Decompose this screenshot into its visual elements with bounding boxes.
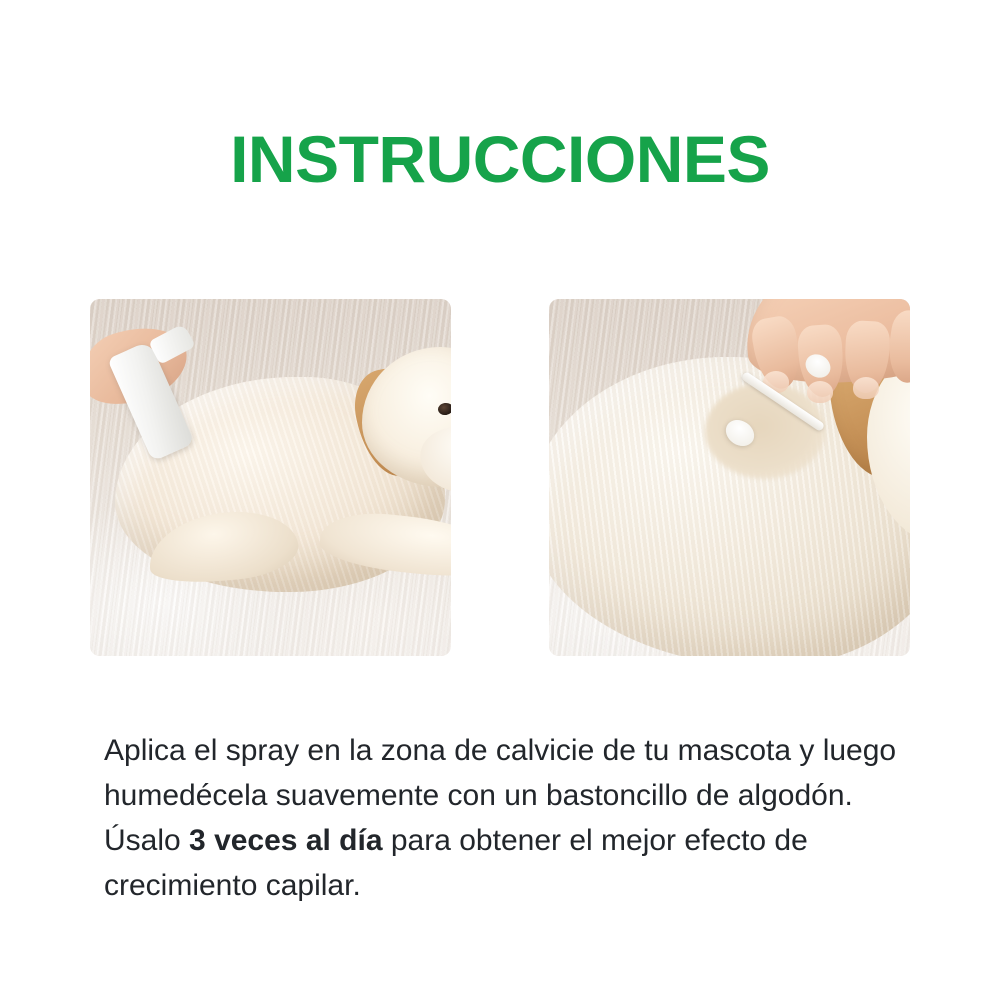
caption-text-part-2: para obtener el mejor efecto de crecimiento capilar. xyxy=(104,824,808,902)
caption-text-part-1: Aplica el spray en la zona de calvicie de tu mascota y luego humedécela suavemente con un bastoncillo de algodón. Úsalo xyxy=(104,734,897,857)
caption-highlight: 3 veces al día xyxy=(189,824,383,857)
instruction-photos xyxy=(50,283,950,640)
page-title: INSTRUCCIONES xyxy=(230,122,770,197)
photo-spray-application xyxy=(90,299,451,656)
fingernail xyxy=(853,377,879,399)
photo-cotton-swab-application xyxy=(549,299,910,656)
bald-patch-area xyxy=(705,383,825,479)
instructions-caption xyxy=(104,728,924,908)
fingernail xyxy=(807,381,833,403)
